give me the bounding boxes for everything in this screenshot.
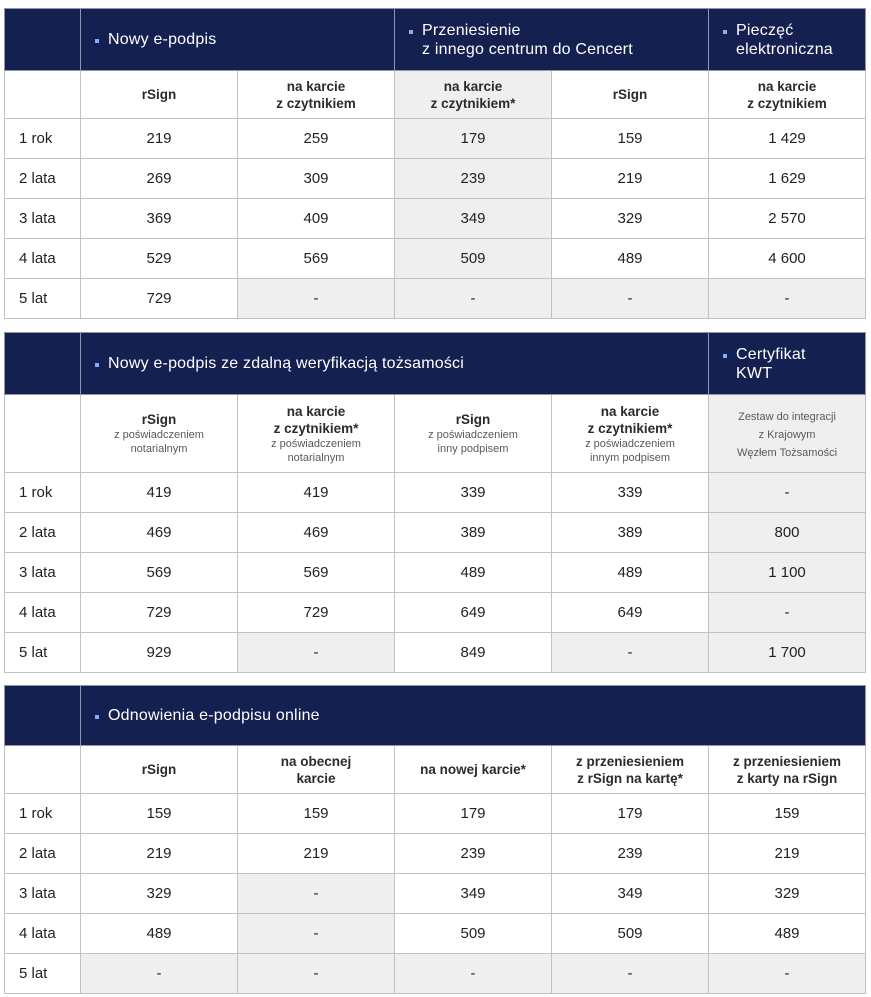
price-cell: 849	[395, 633, 552, 673]
bullet-icon	[95, 39, 99, 43]
price-cell: 489	[81, 914, 238, 954]
row-label: 4 lata	[5, 914, 81, 954]
price-table-renewals	[4, 685, 866, 994]
price-cell: 159	[81, 794, 238, 834]
row-label: 3 lata	[5, 199, 81, 239]
price-cell: 649	[395, 593, 552, 633]
subheader-cell: rSign	[552, 71, 709, 119]
price-cell: 469	[238, 513, 395, 553]
subheader-cell: rSign	[81, 746, 238, 794]
price-cell: 309	[238, 159, 395, 199]
price-cell: -	[395, 279, 552, 319]
price-cell: -	[238, 279, 395, 319]
row-label: 1 rok	[5, 794, 81, 834]
price-cell: 1 100	[709, 553, 866, 593]
price-cell: 409	[238, 199, 395, 239]
price-cell: -	[238, 874, 395, 914]
price-cell: -	[709, 279, 866, 319]
price-cell: 179	[552, 794, 709, 834]
header-corner	[5, 333, 81, 395]
bullet-icon	[95, 363, 99, 367]
bullet-icon	[723, 354, 727, 358]
table-row	[5, 874, 866, 914]
price-cell: 489	[709, 914, 866, 954]
row-label: 2 lata	[5, 159, 81, 199]
price-cell: 369	[81, 199, 238, 239]
price-cell: -	[238, 954, 395, 994]
price-cell: 339	[552, 473, 709, 513]
price-cell: 349	[395, 199, 552, 239]
price-cell: 2 570	[709, 199, 866, 239]
price-cell: -	[709, 954, 866, 994]
subheader-empty	[5, 746, 81, 794]
price-cell: 509	[395, 914, 552, 954]
subheader-cell: na obecnej karcie	[238, 746, 395, 794]
price-cell: -	[238, 914, 395, 954]
table-row	[5, 199, 866, 239]
table-row	[5, 553, 866, 593]
header-renewals: Odnowienia e-podpisu online	[81, 686, 866, 746]
price-cell: 219	[81, 119, 238, 159]
price-cell: 329	[552, 199, 709, 239]
price-cell: 649	[552, 593, 709, 633]
header-transfer: Przeniesienie z innego centrum do Cencert	[395, 9, 709, 71]
price-cell: -	[552, 633, 709, 673]
table-row	[5, 834, 866, 874]
bullet-icon	[95, 715, 99, 719]
header-corner	[5, 9, 81, 71]
subheader-cell: rSign z poświadczeniem inny podpisem	[395, 395, 552, 473]
price-cell: -	[552, 279, 709, 319]
price-cell: 239	[552, 834, 709, 874]
header-seal: Pieczęć elektroniczna	[709, 9, 866, 71]
bullet-icon	[723, 30, 727, 34]
price-cell: 329	[81, 874, 238, 914]
price-cell: 419	[81, 473, 238, 513]
price-table-remote-verification	[4, 332, 866, 673]
price-cell: 569	[238, 553, 395, 593]
price-cell: 489	[552, 239, 709, 279]
price-cell: -	[552, 954, 709, 994]
price-cell: 219	[552, 159, 709, 199]
price-cell: -	[395, 954, 552, 994]
price-cell: 1 700	[709, 633, 866, 673]
row-label: 5 lat	[5, 279, 81, 319]
price-cell: 800	[709, 513, 866, 553]
price-cell: 389	[395, 513, 552, 553]
row-label: 1 rok	[5, 119, 81, 159]
table-row	[5, 794, 866, 834]
row-label: 3 lata	[5, 553, 81, 593]
bullet-icon	[409, 30, 413, 34]
subheader-empty	[5, 395, 81, 473]
price-cell: 259	[238, 119, 395, 159]
price-cell: 339	[395, 473, 552, 513]
price-cell: 219	[709, 834, 866, 874]
price-cell: 469	[81, 513, 238, 553]
table-row	[5, 119, 866, 159]
price-cell: 239	[395, 834, 552, 874]
table-row	[5, 954, 866, 994]
subheader-cell: na karcie z czytnikiem*	[395, 71, 552, 119]
price-cell: 729	[238, 593, 395, 633]
price-table-new-signature	[4, 8, 866, 319]
subheader-cell: na karcie z czytnikiem	[709, 71, 866, 119]
price-cell: 509	[552, 914, 709, 954]
row-label: 2 lata	[5, 834, 81, 874]
price-cell: 1 629	[709, 159, 866, 199]
row-label: 1 rok	[5, 473, 81, 513]
price-cell: 419	[238, 473, 395, 513]
table-row	[5, 473, 866, 513]
subheader-cell: na nowej karcie*	[395, 746, 552, 794]
price-cell: 239	[395, 159, 552, 199]
price-cell: 729	[81, 279, 238, 319]
header-corner	[5, 686, 81, 746]
price-cell: 159	[238, 794, 395, 834]
subheader-cell: na karcie z czytnikiem* z poświadczeniem innym podpisem	[552, 395, 709, 473]
header-new-signature: Nowy e-podpis	[81, 9, 395, 71]
price-cell: 1 429	[709, 119, 866, 159]
price-cell: 929	[81, 633, 238, 673]
price-cell: 569	[81, 553, 238, 593]
price-cell: 159	[552, 119, 709, 159]
header-kwt-certificate: Certyfikat KWT	[709, 333, 866, 395]
table-row	[5, 513, 866, 553]
price-cell: 4 600	[709, 239, 866, 279]
price-cell: 219	[81, 834, 238, 874]
subheader-cell: na karcie z czytnikiem	[238, 71, 395, 119]
price-cell: 569	[238, 239, 395, 279]
price-cell: 269	[81, 159, 238, 199]
row-label: 4 lata	[5, 239, 81, 279]
price-cell: 529	[81, 239, 238, 279]
price-cell: 389	[552, 513, 709, 553]
subheader-cell: rSign z poświadczeniem notarialnym	[81, 395, 238, 473]
table-row	[5, 279, 866, 319]
subheader-cell: Zestaw do integracji z Krajowym Węzłem Tożsamości	[709, 395, 866, 473]
price-cell: 729	[81, 593, 238, 633]
price-cell: 509	[395, 239, 552, 279]
price-cell: -	[709, 473, 866, 513]
table-row	[5, 593, 866, 633]
price-cell: -	[81, 954, 238, 994]
price-cell: 329	[709, 874, 866, 914]
price-cell: 489	[552, 553, 709, 593]
subheader-cell: z przeniesieniem z karty na rSign	[709, 746, 866, 794]
price-cell: -	[238, 633, 395, 673]
row-label: 5 lat	[5, 633, 81, 673]
subheader-cell: na karcie z czytnikiem* z poświadczeniem notarialnym	[238, 395, 395, 473]
row-label: 3 lata	[5, 874, 81, 914]
price-cell: 349	[395, 874, 552, 914]
price-cell: 349	[552, 874, 709, 914]
price-cell: 489	[395, 553, 552, 593]
table-row	[5, 633, 866, 673]
table-row	[5, 239, 866, 279]
price-cell: -	[709, 593, 866, 633]
subheader-empty	[5, 71, 81, 119]
price-cell: 159	[709, 794, 866, 834]
price-cell: 219	[238, 834, 395, 874]
header-remote-signature: Nowy e-podpis ze zdalną weryfikacją tożsamości	[81, 333, 709, 395]
table-row	[5, 159, 866, 199]
subheader-cell: z przeniesieniem z rSign na kartę*	[552, 746, 709, 794]
price-cell: 179	[395, 119, 552, 159]
row-label: 4 lata	[5, 593, 81, 633]
row-label: 5 lat	[5, 954, 81, 994]
price-cell: 179	[395, 794, 552, 834]
row-label: 2 lata	[5, 513, 81, 553]
subheader-cell: rSign	[81, 71, 238, 119]
table-row	[5, 914, 866, 954]
